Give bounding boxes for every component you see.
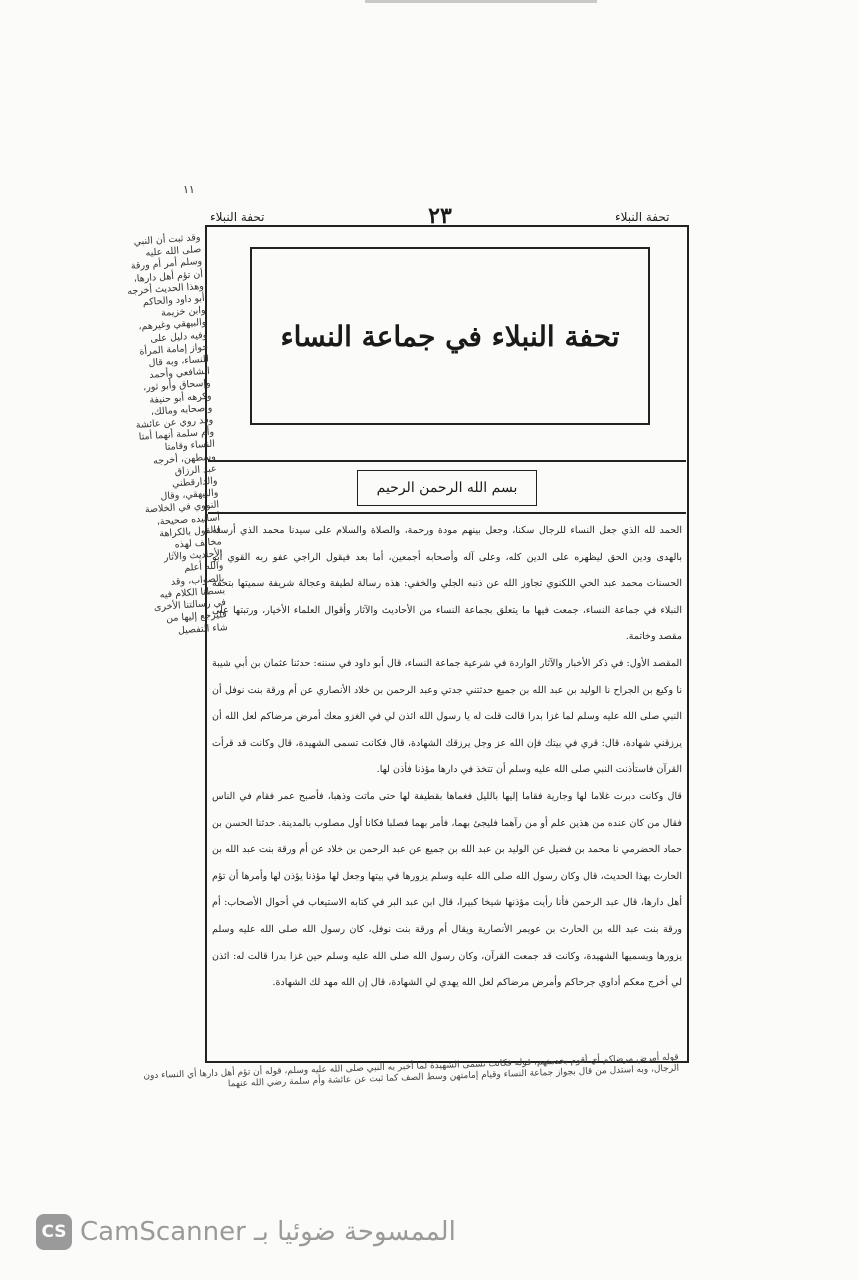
body-paragraph: قال وكانت دبرت غلاما لها وجارية فقاما إليها بالليل فغماها بقطيفة لها حتى ماتت وذهبا، فأصبح عمر فقام في الناس فقال من كان عنده من هذين علم أو من رآهما فليجئ بهما، فأمر بهما فصلبا فكانا أول مصلوب بالمدينة. حدثنا الحسن بن حماد الحضرمي نا محمد بن فضيل عن الوليد بن عبد الله بن جميع عن عبد الرحمن بن خلاد عن أم ورقة بنت عبد الله بن الحارث بهذا الحديث، قال وكان رسول الله صلى الله عليه وسلم يزورها في بيتها وجعل لها مؤذنا يؤذن لها وأمرها أن تؤم أهل دارها، قال عبد الرحمن فأنا رأيت مؤذنها شيخا كبيرا، قال ابن عبد البر في كتابه الاستيعاب في أحوال الأصحاب: أم ورقة بنت عبد الله بن الحارث بن عويمر الأنصارية ويقال أم ورقة بنت نوفل، كان رسول الله صلى الله عليه وسلم يزورها ويسميها الشهيدة، وكانت قد جمعت القرآن، وكان رسول الله صلى الله عليه وسلم حين غزا بدرا قالت له: ائذن لي أخرج معكم أداوي جرحاكم وأمرض مرضاكم لعل الله يهدي لي الشهادة، قال إن الله مهد لك الشهادة.	[212, 790, 682, 989]
left-margin-handwritten-notes	[122, 232, 229, 1102]
book-title: تحفة النبلاء في جماعة النساء	[280, 319, 620, 353]
title-box	[250, 247, 650, 425]
bottom-margin-handwritten-notes: قوله أمرض مرضاكم أي أقوم بخدمتهم، قوله فكانت تسمى الشهيدة لما أخبر به النبي صلى الله عليه وسلم، قوله أن تؤم أهل دارها أي النساء دون الرجال، وبه استدل من قال بجواز جماعة النساء وقيام إمامتهن وسط الصف كما ثبت عن عائشة وأم سلمة رضي الله عنهما	[143, 1052, 680, 1090]
margin-note-text: وقد ثبت أن النبي صلى الله عليه وسلم أمر أم ورقة أن تؤم أهل دارها، وهذا الحديث أخرجه أبو داود والحاكم وابن خزيمة والبيهقي وغيرهم، وفيه دليل على جواز إمامة المرأة للنساء، وبه قال الشافعي وأحمد وإسحاق وأبو ثور، وكرهه أبو حنيفة وأصحابه ومالك، وقد روي عن عائشة وأم سلمة أنهما أمتا النساء وقامتا وسطهن، أخرجه عبد الرزاق والدارقطني والبيهقي، وقال النووي في الخلاصة أسانيده صحيحة، فالقول بالكراهة مخالف لهذه الأحاديث والآثار والله أعلم بالصواب، وقد بسطنا الكلام فيه في رسالتنا الأخرى فليرجع إليها من شاء التفصيل	[126, 232, 229, 636]
corner-handwritten-mark: ١١	[183, 183, 195, 196]
basmala-box	[357, 470, 537, 506]
body-paragraph: المقصد الأول: في ذكر الأخبار والآثار الواردة في شرعية جماعة النساء، قال أبو داود في سننه: حدثنا عثمان بن أبي شيبة نا وكيع بن الجراح نا الوليد بن عبد الله بن جميع حدثتني جدتي وعبد الرحمن بن خلاد الأنصاري عن أم ورقة بنت نوفل أن النبي صلى الله عليه وسلم لما غزا بدرا قالت قلت له يا رسول الله ائذن لي في الغزو معك أمرض مرضاكم لعل الله أن يرزقني شهادة، قال: قري في بيتك فإن الله عز وجل يرزقك الشهادة، قال فكانت تسمى الشهيدة، قال وكانت قد قرأت القرآن فاستأذنت النبي صلى الله عليه وسلم أن تتخذ في دارها مؤذنا فأذن لها.	[212, 657, 682, 776]
running-header-right: تحفة النبلاء	[615, 210, 670, 224]
camscanner-logo-icon: CS	[36, 1214, 72, 1250]
scan-edge-mark	[365, 0, 597, 3]
main-text-body	[212, 518, 682, 1058]
camscanner-watermark	[36, 1212, 456, 1252]
basmala-text: بسم الله الرحمن الرحيم	[376, 480, 518, 496]
body-paragraph: الحمد لله الذي جعل النساء للرجال سكنا، وجعل بينهم مودة ورحمة، والصلاة والسلام على سيدنا محمد الذي أرسله بالهدى ودين الحق ليظهره على الدين كله، وعلى آله وأصحابه أجمعين، أما بعد فيقول الراجي عفو ربه القوي أبو الحسنات محمد عبد الحي اللكنوي تجاوز الله عن ذنبه الجلي والخفي: هذه رسالة لطيفة وعجالة شريفة سميتها بتحفة النبلاء في جماعة النساء، جمعت فيها ما يتعلق بجماعة النساء من الأحاديث والآثار وأقوال العلماء الأخيار، ورتبتها على مقصد وخاتمة.	[212, 525, 682, 643]
running-header-left: تحفة النبلاء	[210, 210, 265, 224]
watermark-text: الممسوحة ضوئيا بـ CamScanner	[80, 1217, 456, 1247]
page-number: ۲۳	[428, 203, 452, 229]
